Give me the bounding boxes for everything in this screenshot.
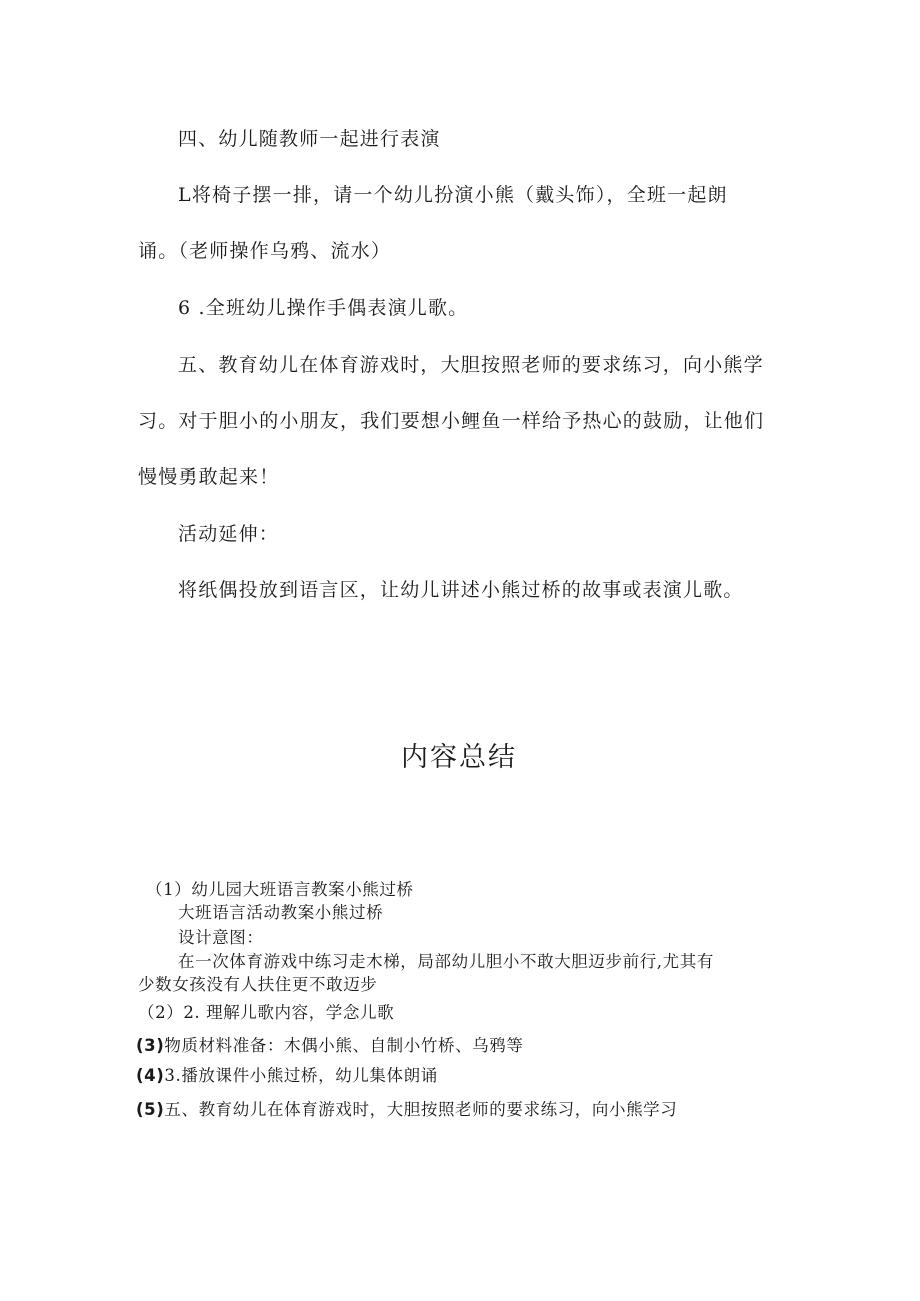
summary-item-3-text: 物质材料准备：木偶小熊、自制小竹桥、乌鸦等 [164, 1036, 524, 1055]
summary-item-2 [138, 999, 394, 1023]
educate-line1: 五、教育幼儿在体育游戏时，大胆按照老师的要求练习，向小熊学 [178, 354, 764, 376]
summary-item-4-number: (4) [136, 1066, 165, 1085]
summary-item-1-sub3-line2: 少数女孩没有人扶住更不敢迈步 [138, 975, 378, 994]
summary-item-1-sub3-line1: 在一次体育游戏中练习走木梯，局部幼儿胆小不敢大胆迈步前行,尤其有 [178, 952, 714, 971]
summary-item-1-number: （1） [146, 880, 192, 899]
summary-title: 内容总结 [401, 742, 517, 773]
summary-item-2-number: （2） [138, 1003, 184, 1022]
summary-item-5-number: (5) [136, 1100, 165, 1119]
summary-item-1-sub1: 大班语言活动教案小熊过桥 [178, 903, 384, 922]
perform-step1-line2: 诵。（老师操作乌鸦、流水） [138, 240, 392, 262]
summary-item-5-text: 五、教育幼儿在体育游戏时，大胆按照老师的要求练习，向小熊学习 [164, 1100, 678, 1119]
extension-heading: 活动延伸： [178, 523, 280, 545]
educate-line2: 习。对于胆小的小朋友，我们要想小鲤鱼一样给予热心的鼓励，让他们 [138, 410, 765, 432]
summary-item-3 [136, 1032, 523, 1056]
summary-item-4 [136, 1062, 438, 1086]
summary-item-5 [136, 1096, 677, 1120]
summary-item-1-sub2: 设计意图： [178, 928, 264, 947]
summary-item-4-text: 3.播放课件小熊过桥，幼儿集体朗诵 [164, 1066, 438, 1085]
summary-item-2-text: 2. 理解儿歌内容，学念儿歌 [183, 1003, 395, 1022]
summary-item-1 [146, 876, 414, 900]
perform-step2: 6 .全班幼儿操作手偶表演儿歌。 [178, 297, 469, 319]
perform-step1-line1: L将椅子摆一排，请一个幼儿扮演小熊（戴头饰），全班一起朗 [178, 184, 728, 206]
extension-text: 将纸偶投放到语言区，让幼儿讲述小熊过桥的故事或表演儿歌。 [178, 579, 744, 601]
section-heading-perform: 四、幼儿随教师一起进行表演 [178, 128, 441, 150]
summary-item-1-text: 幼儿园大班语言教案小熊过桥 [191, 880, 414, 899]
summary-item-3-number: (3) [136, 1036, 165, 1055]
educate-line3: 慢慢勇敢起来！ [138, 466, 280, 488]
